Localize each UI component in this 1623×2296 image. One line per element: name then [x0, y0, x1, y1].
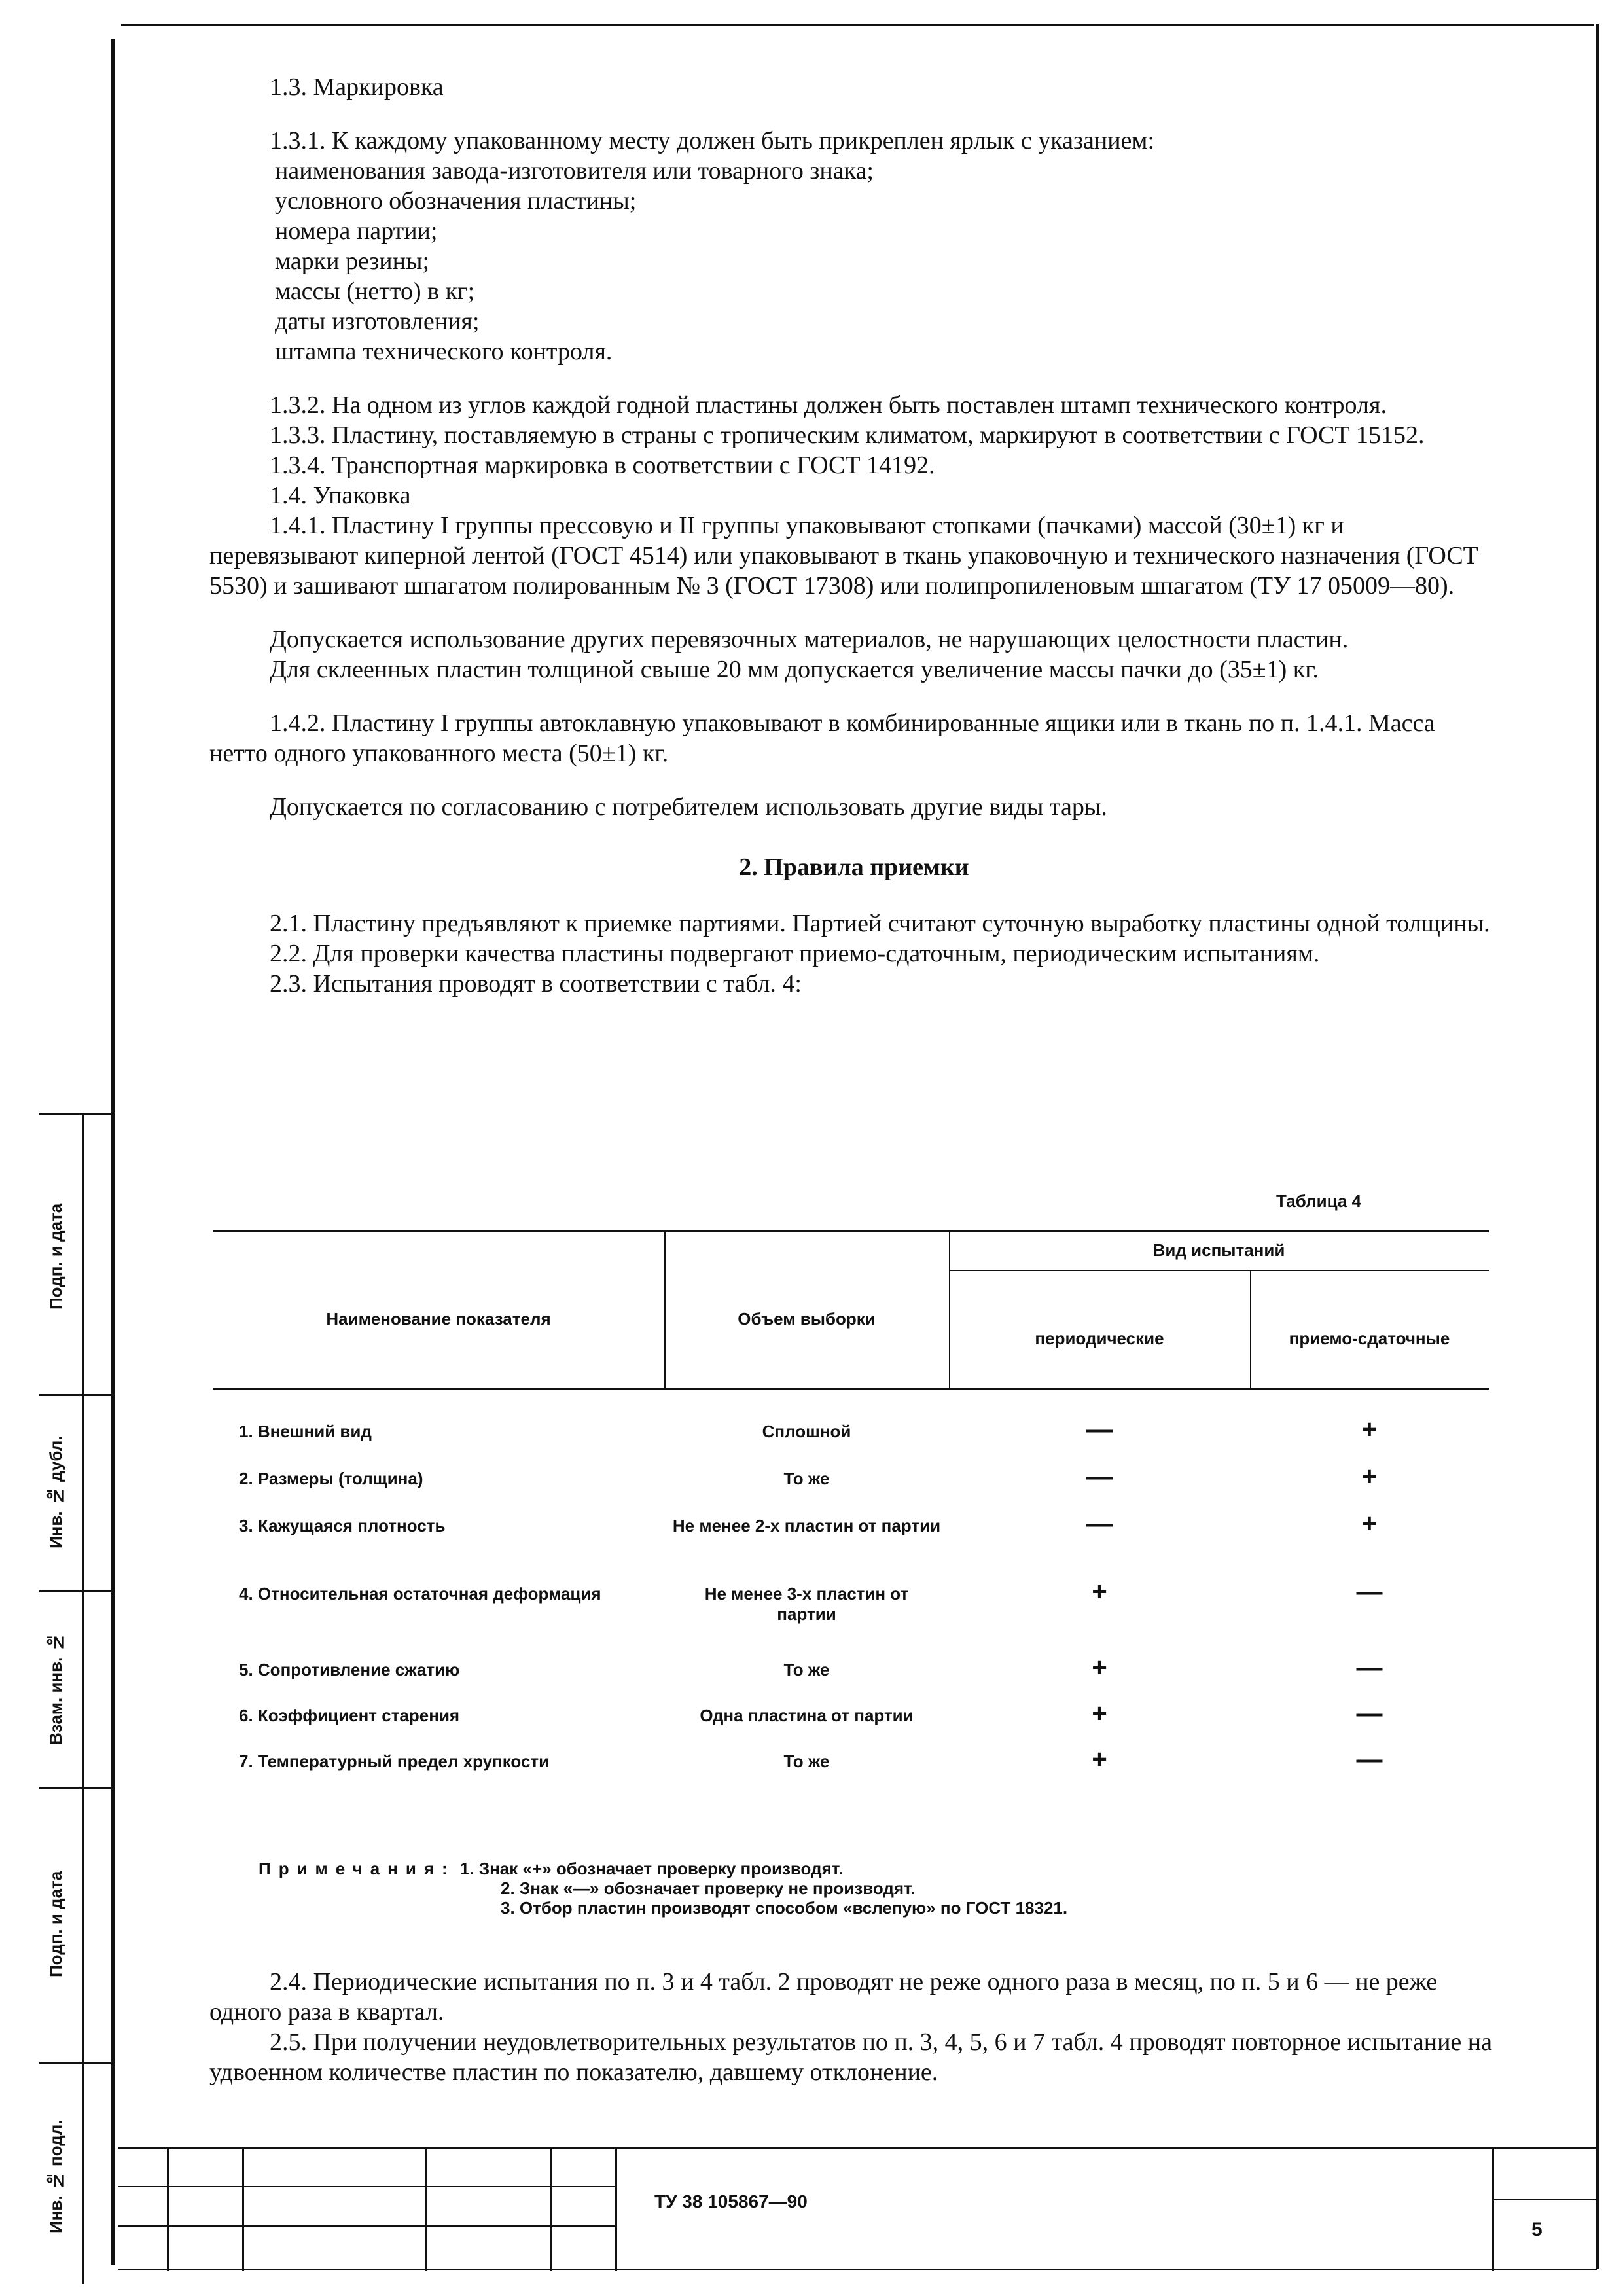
row-sample: Не менее 3-х пластин от партии [704, 1584, 909, 1624]
side-strip-rule [39, 2062, 111, 2064]
note-item: 3. Отбор пластин производят способом «вслепую» по ГОСТ 18321. [501, 1898, 1068, 1918]
header-name: Наименование показателя [326, 1309, 551, 1329]
list-item: марки резины; [275, 247, 430, 275]
list-item: наименования завода-изготовителя или товарного знака; [275, 157, 874, 185]
clause-2-1: 2.1. Пластину предъявляют к приемке партиями. Партией считают суточную выработку пластины одной толщины. [270, 910, 1490, 937]
clause-1-4-2: 1.4.2. Пластину I группы автоклавную упаковывают в комбинированные ящики или в ткань по п. 1.4.1. Масса нетто одного упакованного места (50±1) кг. [209, 709, 1435, 767]
title-block-col [167, 2147, 169, 2271]
title-block-rule [118, 2225, 615, 2227]
row-acceptance: + [1361, 1415, 1378, 1444]
clause-1-3-1: 1.3.1. К каждому упакованному месту должен быть прикреплен ярлык с указанием: [270, 127, 1155, 154]
row-periodic: + [1092, 1745, 1107, 1774]
table-top-rule [213, 1230, 1489, 1232]
row-periodic: — [1086, 1415, 1113, 1444]
page-number: 5 [1531, 2219, 1543, 2240]
title-block [118, 2147, 1597, 2271]
notes-label: Примечания: [259, 1859, 455, 1878]
packing-allowance-2: Для склеенных пластин толщиной свыше 20 мм допускается увеличение массы пачки до (35±1) кг. [270, 656, 1319, 683]
clause-1-3-4: 1.3.4. Транспортная маркировка в соответствии с ГОСТ 14192. [270, 452, 935, 479]
clause-1-3-2: 1.3.2. На одном из углов каждой годной пластины должен быть поставлен штамп технического контроля. [270, 391, 1387, 419]
row-periodic: — [1086, 1509, 1113, 1538]
title-block-bottom-rule [118, 2269, 1597, 2270]
marking-items-list [209, 156, 1499, 367]
title-block-col [242, 2147, 244, 2271]
clause-2-4: 2.4. Периодические испытания по п. 3 и 4 табл. 2 проводят не реже одного раза в месяц, по п. 5 и 6 — не реже одного раза в квартал. [209, 1968, 1438, 2026]
page-body [209, 72, 1499, 999]
title-block-col [550, 2147, 552, 2271]
title-block-rule [1492, 2199, 1597, 2200]
table-caption: Таблица 4 [1276, 1191, 1362, 1211]
row-acceptance: + [1361, 1462, 1378, 1491]
side-strip-rule [39, 1590, 111, 1592]
row-sample: Сплошной [762, 1422, 851, 1441]
row-sample: Одна пластина от партии [700, 1706, 914, 1725]
row-periodic: + [1092, 1577, 1107, 1606]
frame-right-border [1596, 24, 1599, 2269]
row-name: 2. Размеры (толщина) [239, 1469, 423, 1488]
row-periodic: + [1092, 1653, 1107, 1682]
table-subheader-rule [949, 1270, 1489, 1271]
side-strip-rule [39, 1394, 111, 1396]
side-strip-rule [39, 1787, 111, 1789]
approval-side-strip [39, 1113, 111, 2284]
list-item: условного обозначения пластины; [275, 187, 637, 215]
section-packing-heading: 1.4. Упаковка [270, 482, 411, 509]
table-header-rule [213, 1388, 1489, 1390]
title-block-col [425, 2147, 427, 2271]
row-sample: То же [783, 1660, 830, 1679]
packing-allowance-3: Допускается по согласованию с потребителем использовать другие виды тары. [270, 793, 1107, 821]
row-sample: То же [783, 1751, 830, 1771]
row-acceptance: — [1356, 1653, 1383, 1682]
row-sample: Не менее 2-х пластин от партии [672, 1516, 941, 1535]
side-strip-rule [39, 1113, 111, 1115]
side-label-replace-inv: Взам. инв. № [46, 1632, 65, 1745]
frame-left-border [111, 39, 115, 2265]
list-item: даты изготовления; [275, 308, 480, 335]
list-item: массы (нетто) в кг; [275, 278, 475, 305]
row-sample: То же [783, 1469, 830, 1488]
clause-2-3: 2.3. Испытания проводят в соответствии с табл. 4: [270, 970, 802, 997]
row-acceptance: — [1356, 1577, 1383, 1606]
row-name: 5. Сопротивление сжатию [239, 1660, 460, 1679]
side-strip-divider [82, 1113, 84, 2284]
row-name: 7. Температурный предел хрупкости [239, 1751, 550, 1771]
clause-1-4-1: 1.4.1. Пластину I группы прессовую и II группы упаковывают стопками (пачками) массой (30±1) кг и перевязывают киперной лентой (ГОСТ 4514) или упаковывают в ткань упаковочную и технического назначения (ГОСТ 5530) и зашивают шпагатом полированным № 3 (ГОСТ 17308) или полипропиленовым шпагатом (ТУ 17 05009—80). [209, 512, 1478, 600]
clause-2-5: 2.5. При получении неудовлетворительных результатов по п. 3, 4, 5, 6 и 7 табл. 4 проводят повторное испытание на удвоенном количестве пластин по показателю, давшему отклонение. [209, 2028, 1492, 2086]
header-sample: Объем выборки [738, 1309, 876, 1329]
header-acceptance: приемо-сдаточные [1289, 1329, 1450, 1348]
title-block-rule [118, 2186, 615, 2187]
clause-1-3-3: 1.3.3. Пластину, поставляемую в страны с тропическим климатом, маркируют в соответствии с ГОСТ 15152. [270, 422, 1425, 449]
section-marking-heading: 1.3. Маркировка [270, 73, 444, 101]
section-acceptance-heading: 2. Правила приемки [739, 853, 969, 881]
row-name: 3. Кажущаяся плотность [239, 1516, 446, 1535]
frame-top-border [121, 24, 1594, 26]
title-block-top-rule [118, 2147, 1597, 2149]
row-name: 6. Коэффициент старения [239, 1706, 460, 1725]
packing-allowance-1: Допускается использование других перевязочных материалов, не нарушающих целостности пластин. [270, 626, 1349, 653]
list-item: штампа технического контроля. [275, 338, 613, 365]
header-periodic: периодические [1035, 1329, 1164, 1348]
note-item: 2. Знак «—» обозначает проверку не производят. [501, 1878, 916, 1898]
row-name: 4. Относительная остаточная деформация [239, 1584, 601, 1604]
side-label-orig-inv: Инв. № подл. [46, 2119, 65, 2233]
title-block-col [615, 2147, 617, 2271]
title-block-col [1492, 2147, 1494, 2271]
side-label-sign-date: Подп. и дата [46, 1203, 65, 1310]
row-acceptance: — [1356, 1745, 1383, 1774]
row-acceptance: + [1361, 1509, 1378, 1538]
row-periodic: + [1092, 1699, 1107, 1728]
side-label-dup-inv: Инв. № дубл. [46, 1435, 65, 1549]
header-test-type: Вид испытаний [1152, 1240, 1285, 1260]
side-label-sign-date-2: Подп. и дата [46, 1871, 65, 1978]
row-name: 1. Внешний вид [239, 1422, 372, 1441]
page-body-tail [209, 1967, 1499, 2087]
document-code: ТУ 38 105867—90 [654, 2191, 808, 2212]
row-periodic: — [1086, 1462, 1113, 1491]
list-item: номера партии; [275, 217, 438, 245]
note-item: 1. Знак «+» обозначает проверку производят. [459, 1859, 844, 1878]
table-notes [259, 1859, 1067, 1918]
clause-2-2: 2.2. Для проверки качества пластины подвергают приемо-сдаточным, периодическим испытаниям. [270, 940, 1320, 967]
row-acceptance: — [1356, 1699, 1383, 1728]
